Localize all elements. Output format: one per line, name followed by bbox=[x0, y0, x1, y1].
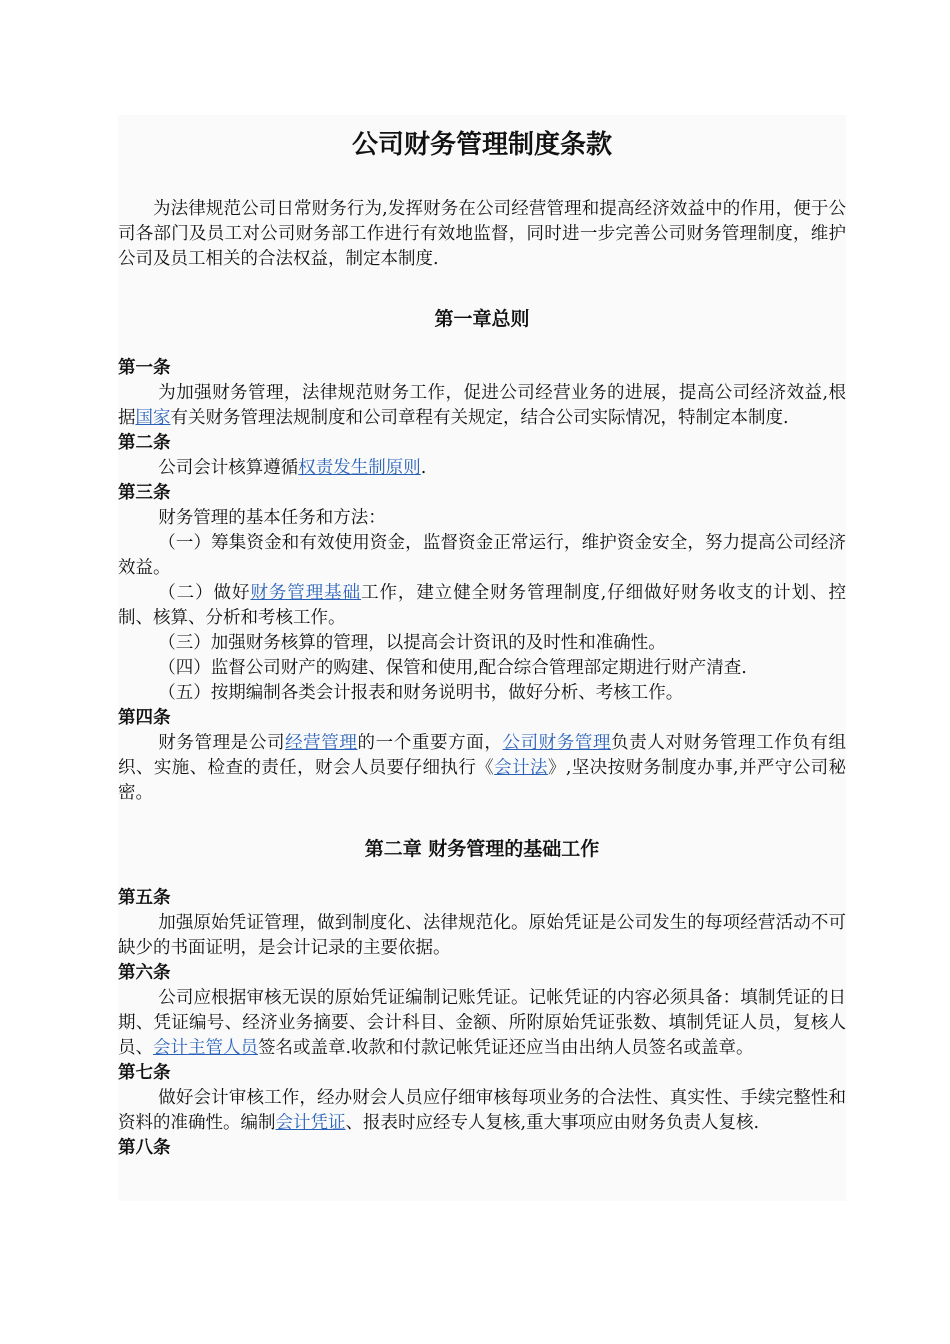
chapter-1-heading: 第一章总则 bbox=[434, 308, 530, 330]
article-4-text-part: 的一个重要方面， bbox=[357, 733, 503, 753]
link-accrual-principle[interactable]: 权责发生制原则 bbox=[298, 458, 421, 478]
link-accounting-supervisor[interactable]: 会计主管人员 bbox=[153, 1038, 258, 1058]
article-3-item-3: （三）加强财务核算的管理，以提高会计资讯的及时性和准确性。 bbox=[158, 633, 666, 653]
article-2-text-part: 公司会计核算遵循 bbox=[158, 458, 299, 478]
article-6-text-part: 签名或盖章.收款和付款记帐凭证还应当由出纳人员签名或盖章。 bbox=[258, 1038, 754, 1058]
article-8-heading: 第八条 bbox=[118, 1138, 171, 1158]
article-3-item-4: （四）监督公司财产的购建、保管和使用,配合综合管理部定期进行财产清查. bbox=[158, 658, 747, 678]
link-financial-management-basics[interactable]: 财务管理基础 bbox=[250, 583, 362, 603]
article-4-text-part: 》,坚决按财务制度办事,并严守公司秘密。 bbox=[118, 758, 847, 803]
article-4-text-part: 财务管理是公司 bbox=[158, 733, 286, 753]
article-3-item-1: （一）筹集资金和有效使用资金，监督资金正常运行，维护资金安全，努力提高公司经济效益。 bbox=[118, 533, 846, 578]
article-3-item-2-part: （二）做好 bbox=[158, 583, 251, 603]
article-3-item-2-part: 工作，建立健全财务管理制度,仔细做好财务收支的计划、控制、核算、分析和考核工作。 bbox=[118, 583, 846, 628]
article-1-heading: 第一条 bbox=[118, 358, 171, 378]
article-4-text bbox=[118, 731, 846, 806]
article-3-item-2 bbox=[118, 581, 846, 631]
article-6-text bbox=[118, 986, 846, 1061]
article-4-heading: 第四条 bbox=[118, 708, 171, 728]
link-guojia[interactable]: 国家 bbox=[135, 408, 171, 428]
article-7-heading: 第七条 bbox=[118, 1063, 171, 1083]
article-5-heading: 第五条 bbox=[118, 888, 171, 908]
article-7-text bbox=[118, 1086, 846, 1136]
link-accounting-law[interactable]: 会计法 bbox=[494, 758, 548, 778]
article-6-heading: 第六条 bbox=[118, 963, 171, 983]
article-3-heading: 第三条 bbox=[118, 483, 171, 503]
article-2-text bbox=[118, 456, 846, 481]
link-company-financial-management[interactable]: 公司财务管理 bbox=[502, 733, 612, 753]
article-1-text-part: 有关财务管理法规制度和公司章程有关规定，结合公司实际情况，特制定本制度. bbox=[170, 408, 789, 428]
document-title: 公司财务管理制度条款 bbox=[351, 130, 612, 160]
article-3-intro: 财务管理的基本任务和方法： bbox=[158, 508, 386, 528]
article-3-item-5: （五）按期编制各类会计报表和财务说明书，做好分析、考核工作。 bbox=[158, 683, 684, 703]
link-business-management[interactable]: 经营管理 bbox=[285, 733, 358, 753]
article-2-heading: 第二条 bbox=[118, 433, 171, 453]
article-6-text-part: 公司应根据审核无误的原始凭证编制记账凭证。记帐凭证的内容必须具备：填制凭证的日期、凭证编号、经济业务摘要、会计科目、金额、所附原始凭证张数、填制凭证人员，复核人员、 bbox=[118, 988, 846, 1058]
article-1-text-part: 为加强财务管理，法律规范财务工作，促进公司经营业务的进展，提高公司经济效益,根据 bbox=[118, 383, 846, 428]
article-7-text-part: 、报表时应经专人复核,重大事项应由财务负责人复核. bbox=[345, 1113, 760, 1133]
article-5-text: 加强原始凭证管理，做到制度化、法律规范化。原始凭证是公司发生的每项经营活动不可缺少的书面证明，是会计记录的主要依据。 bbox=[118, 913, 846, 958]
document-page bbox=[118, 115, 846, 1201]
chapter-2-heading: 第二章 财务管理的基础工作 bbox=[364, 838, 600, 860]
article-4-text-part: 负责人对财务管理工作负有组织、实施、检查的责任，财会人员要仔细执行《 bbox=[118, 733, 847, 778]
article-2-text-part: . bbox=[420, 458, 427, 478]
intro-paragraph: 为法律规范公司日常财务行为,发挥财务在公司经营管理和提高经济效益中的作用，便于公司各部门及员工对公司财务部工作进行有效地监督，同时进一步完善公司财务管理制度，维护公司及员工相关的合法权益，制定本制度. bbox=[118, 199, 846, 269]
article-1-text bbox=[118, 381, 846, 431]
article-7-text-part: 做好会计审核工作，经办财会人员应仔细审核每项业务的合法性、真实性、手续完整性和资料的准确性。编制 bbox=[118, 1088, 846, 1133]
link-accounting-voucher[interactable]: 会计凭证 bbox=[275, 1113, 346, 1133]
